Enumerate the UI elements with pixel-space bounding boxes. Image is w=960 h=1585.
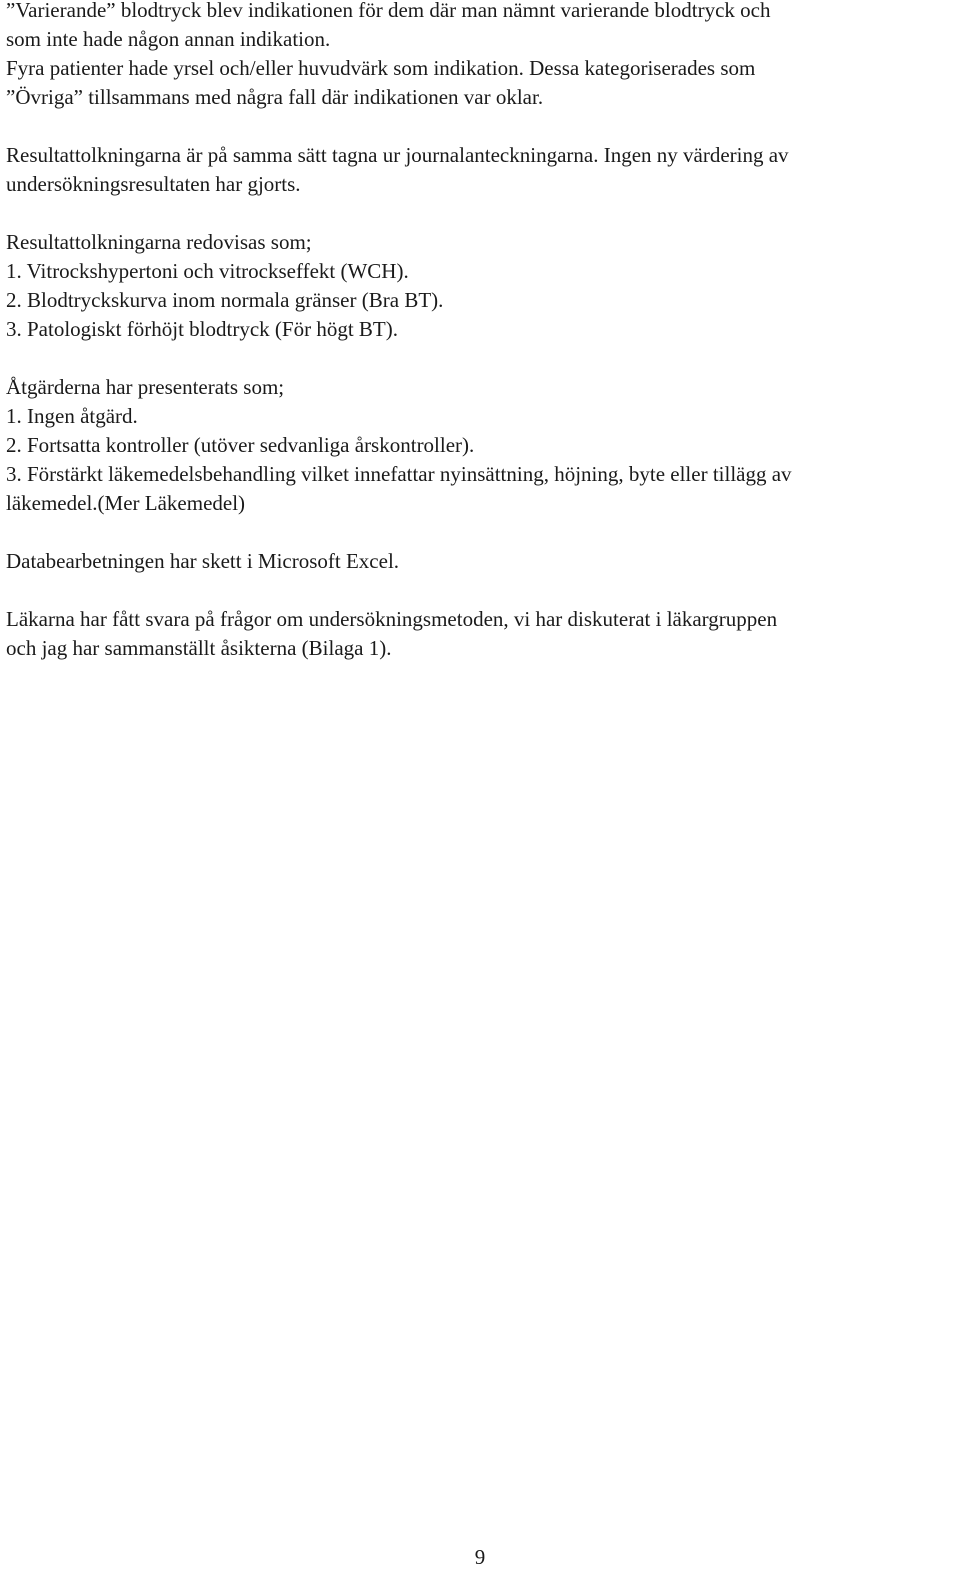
text-line: ”Övriga” tillsammans med några fall där indikationen var oklar. — [6, 85, 544, 109]
paragraph-data-processing — [6, 547, 954, 576]
list-heading: Resultattolkningarna redovisas som; — [6, 230, 312, 254]
list-item: 1. Ingen åtgärd. — [6, 404, 138, 428]
paragraph-result-interpretation — [6, 141, 954, 199]
paragraph-spacer — [6, 112, 954, 141]
list-item: 2. Fortsatta kontroller (utöver sedvanliga årskontroller). — [6, 433, 475, 457]
document-page — [6, 0, 954, 663]
paragraph-spacer — [6, 344, 954, 373]
text-line: Läkarna har fått svara på frågor om undersökningsmetoden, vi har diskuterat i läkargruppen — [6, 607, 778, 631]
text-line: och jag har sammanställt åsikterna (Bilaga 1). — [6, 636, 392, 660]
paragraph-spacer — [6, 518, 954, 547]
text-line: Databearbetningen har skett i Microsoft Excel. — [6, 549, 400, 573]
text-line: undersökningsresultaten har gjorts. — [6, 172, 301, 196]
paragraph-result-list — [6, 228, 954, 344]
paragraph-spacer — [6, 199, 954, 228]
paragraph-physicians — [6, 605, 954, 663]
list-item-continuation: läkemedel.(Mer Läkemedel) — [6, 491, 246, 515]
list-item: 3. Förstärkt läkemedelsbehandling vilket innefattar nyinsättning, höjning, byte eller tillägg av — [6, 462, 792, 486]
list-item: 2. Blodtryckskurva inom normala gränser (Bra BT). — [6, 288, 444, 312]
paragraph-action-list — [6, 373, 954, 518]
paragraph-indications — [6, 0, 954, 112]
list-heading: Åtgärderna har presenterats som; — [6, 375, 285, 399]
text-line: ”Varierande” blodtryck blev indikationen för dem där man nämnt varierande blodtryck och — [6, 0, 771, 22]
text-line: som inte hade någon annan indikation. — [6, 27, 331, 51]
text-line: Resultattolkningarna är på samma sätt tagna ur journalanteckningarna. Ingen ny värdering av — [6, 143, 789, 167]
list-item: 1. Vitrockshypertoni och vitrockseffekt (WCH). — [6, 259, 409, 283]
list-item: 3. Patologiskt förhöjt blodtryck (För högt BT). — [6, 317, 398, 341]
page-number: 9 — [474, 1545, 486, 1569]
text-line: Fyra patienter hade yrsel och/eller huvudvärk som indikation. Dessa kategoriserades som — [6, 56, 756, 80]
paragraph-spacer — [6, 576, 954, 605]
